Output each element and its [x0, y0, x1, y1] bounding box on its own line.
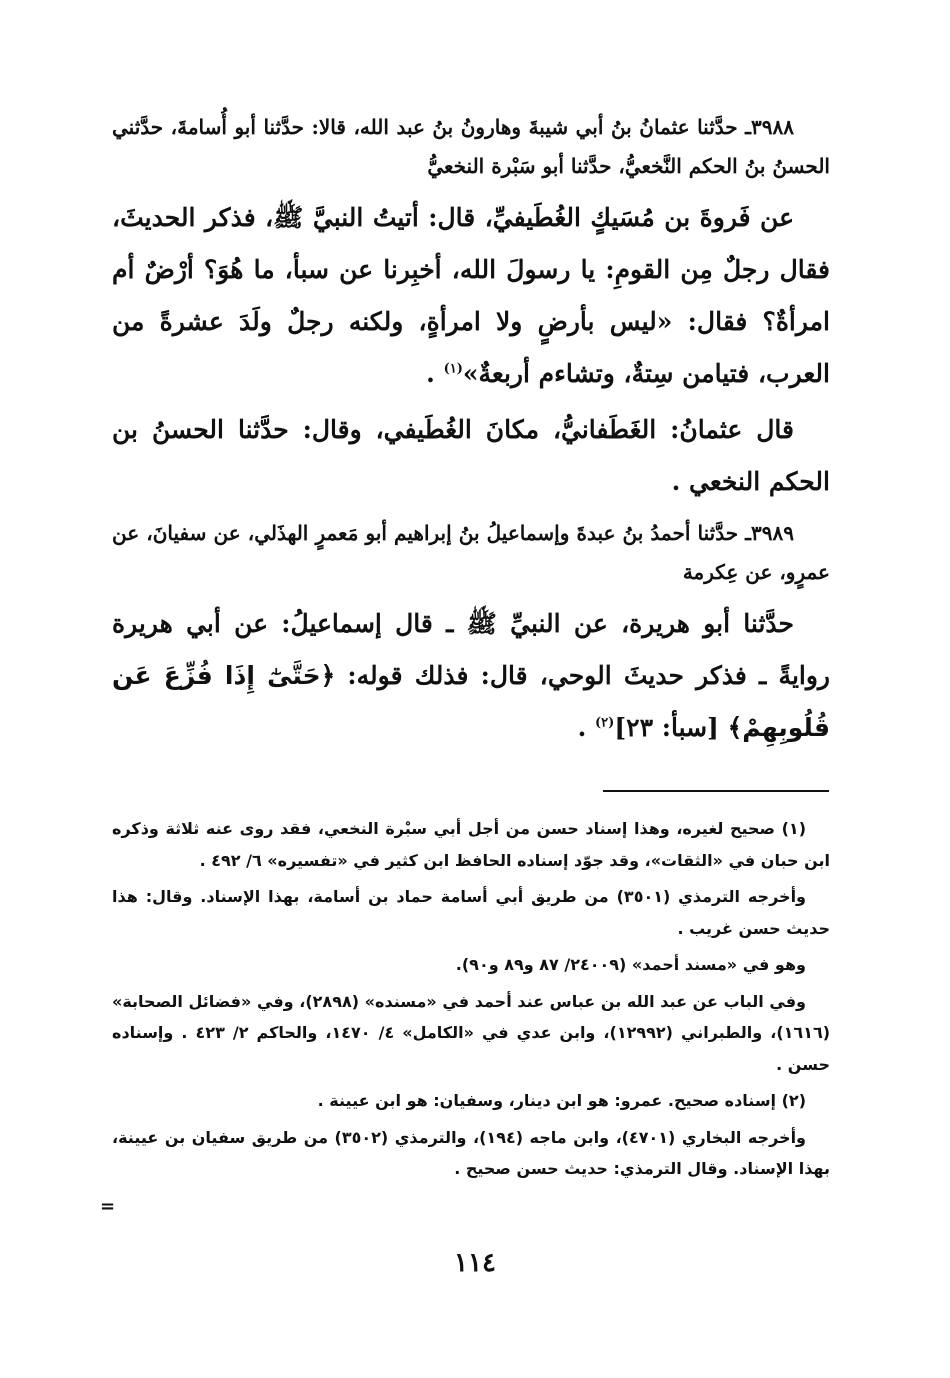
footnote-1-tahqiq: وأخرجه الترمذي (٣٥٠١) من طريق أبي أسامة حماد بن أسامة، بهذا الإسناد. وقال: هذا حديث حسن غريب . [112, 887, 830, 938]
continuation-mark: = [100, 1196, 116, 1217]
hadith-3989-matn-end: . [577, 713, 596, 742]
footnote-1: (١) صحيح لغيره، وهذا إسناد حسن من أجل أبي سبْرة النخعي، فقد روى عنه ثلاثة وذكره ابن حبان في «الثقات»، وقد جوّد إسناده الحافظ ابن كثير في «تفسيره» ٦/ ٤٩٢ . [112, 819, 830, 870]
main-text [112, 108, 830, 754]
footnotes [112, 813, 830, 1185]
hadith-3988-isnad: ٣٩٨٨ـ حدَّثنا عثمانُ بنُ أبي شيبةَ وهارونُ بنُ عبد الله، قالا: حدَّثنا أبو أُسامةَ، حدَّثني الحسنُ بنُ الحكم النَّخعيُّ، حدَّثنا أبو سَبْرة النخعيُّ [112, 115, 830, 178]
footnote-ref-2: (٢) [595, 715, 615, 731]
hadith-3988-matn [112, 192, 830, 400]
hadith-3988-matn-end: . [426, 359, 444, 388]
footnote-1-musnad: وهو في «مسند أحمد» (٢٤٠٠٩/ ٨٧ و٨٩ و٩٠). [455, 955, 806, 974]
footnote-2: (٢) إسناده صحيح. عمرو: هو ابن دينار، وسفيان: هو ابن عيينة . [317, 1091, 806, 1110]
footnote-2-tahqiq: وأخرجه البخاري (٤٧٠١)، وابن ماجه (١٩٤)، والترمذي (٣٥٠٢) من طريق سفيان بن عيينة، بهذا الإسناد. وقال الترمذي: حديث حسن صحيح . [112, 1127, 830, 1178]
footnote-1-bab: وفي الباب عن عبد الله بن عباس عند أحمد في «مسنده» (٢٨٩٨)، وفي «فضائل الصحابة» (١٦١٦)، والطبراني (١٢٩٩٢)، وابن عدي في «الكامل» ٤/ ١٤٧٠، والحاكم ٢/ ٤٢٣ . وإسناده حسن . [112, 991, 831, 1074]
footnote-separator [603, 790, 829, 792]
hadith-3989-matn-text: حدَّثنا أبو هريرة، عن النبيِّ ﷺ ـ قال إسماعيلُ: عن أبي هريرة روايةً ـ فذكر حديثَ الوحي، قال: فذلك قوله: [112, 609, 830, 690]
footnote-ref-1: (١) [443, 361, 463, 377]
hadith-3989-isnad: ٣٩٨٩ـ حدَّثنا أحمدُ بنُ عبدةَ وإسماعيلُ بنُ إبراهيم أبو مَعمرٍ الهذَلي، عن سفيانَ، عن عمرٍو، عن عِكرمة [112, 521, 830, 584]
hadith-3989-matn [112, 598, 830, 754]
page-number: ١١٤ [454, 1248, 496, 1278]
quran-reference: [سبأ: ٢٣] [614, 713, 728, 742]
hadith-3988-comment: قال عثمانُ: الغَطَفانيُّ، مكانَ الغُطَيفي، وقال: حدَّثنا الحسنُ بن الحكم النخعي . [112, 415, 830, 496]
quran-verse: ﴿حَتَّىٰٓ إِذَا فُزِّعَ عَن قُلُوبِهِمْ﴾ [112, 661, 830, 742]
hadith-3988-matn-text: عن فَروةَ بن مُسَيكٍ الغُطَيفيِّ، قال: أتيتُ النبيَّ ﷺ، فذكر الحديثَ، فقال رجلٌ مِن القومِ: يا رسولَ الله، أخبِرنا عن سبأ، ما هُوَ؟ أرْضٌ أم امرأةٌ؟ فقال: «ليس بأرضٍ ولا امرأةٍ، ولكنه رجلٌ ولَدَ عشرةً من العرب، فتيامن سِتةٌ، وتشاءم أربعةٌ» [112, 203, 830, 388]
